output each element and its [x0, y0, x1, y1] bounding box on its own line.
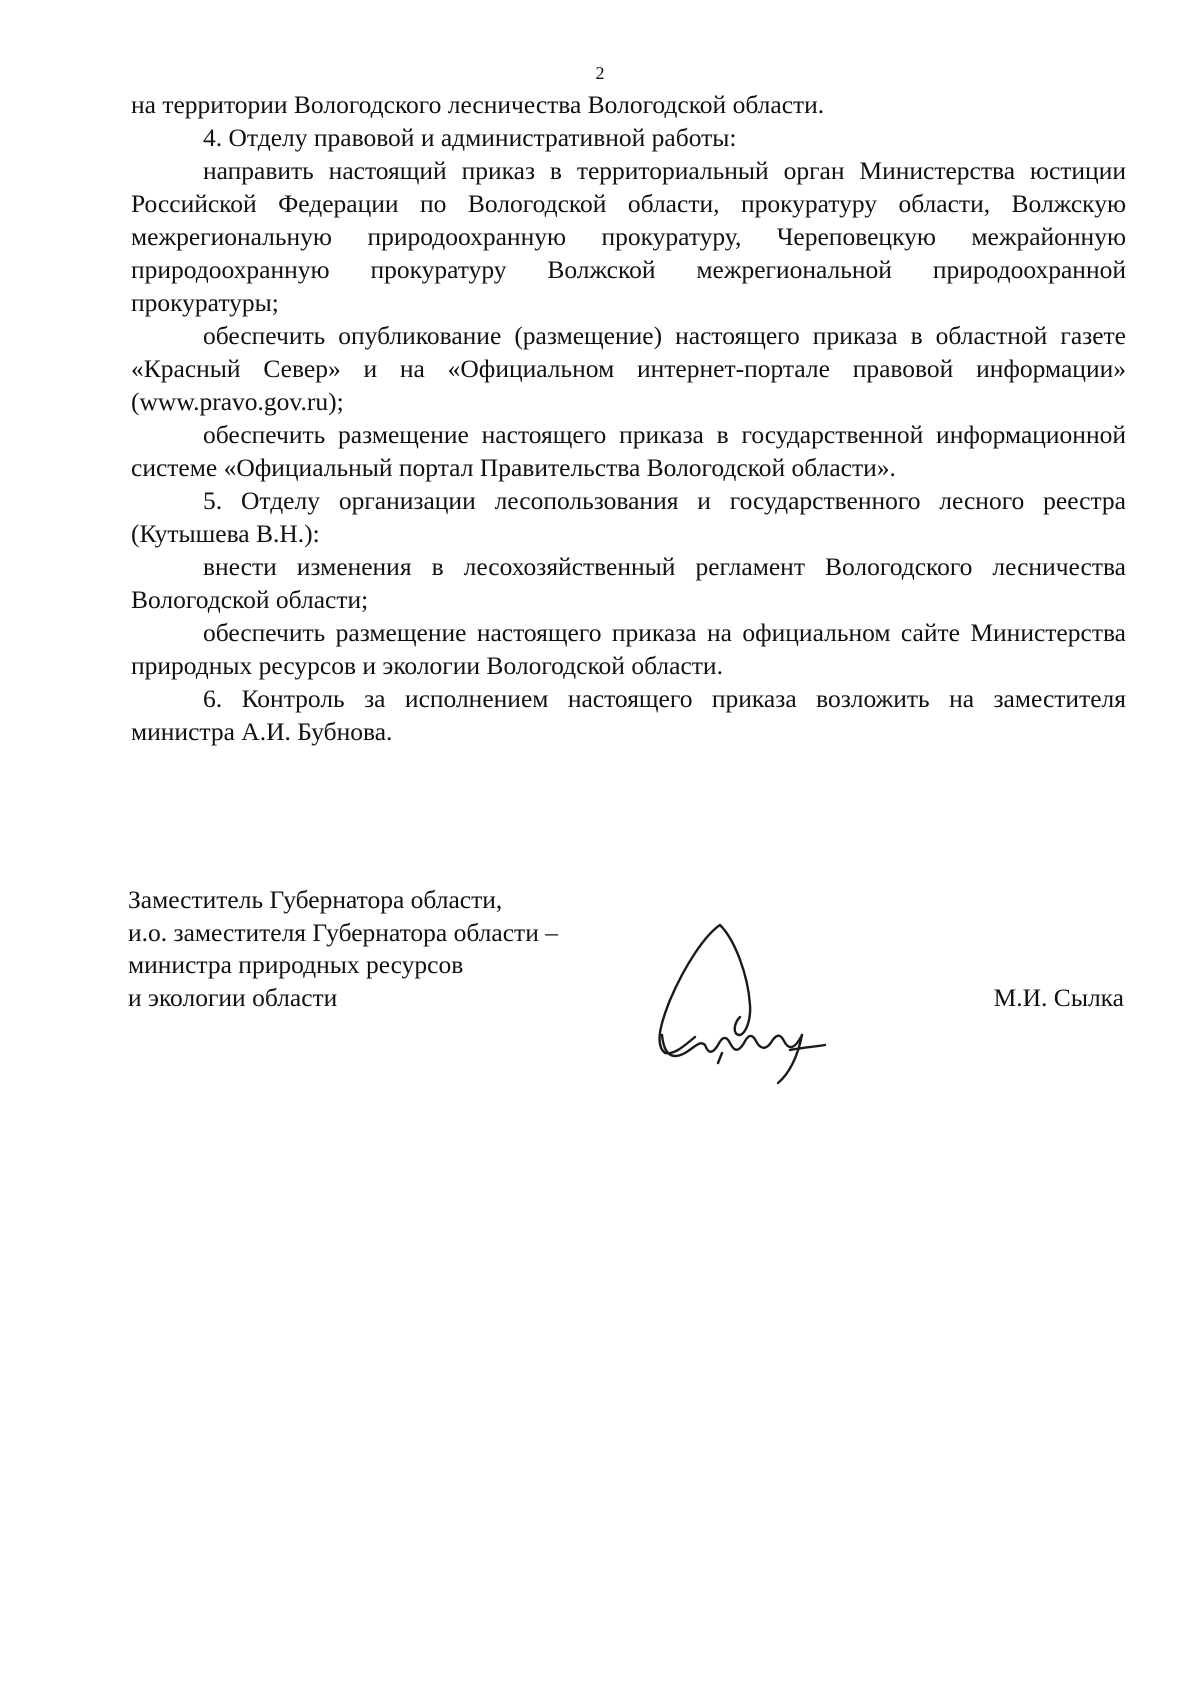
paragraph-item-6: 6. Контроль за исполнением настоящего приказа возложить на заместителя министра А.И. Бубнова.: [131, 684, 1126, 746]
signatory-title-line: Заместитель Губернатора области,: [128, 885, 503, 914]
page-number: 2: [595, 63, 605, 83]
paragraph: на территории Вологодского лесничества Вологодской области.: [131, 90, 825, 119]
paragraph: внести изменения в лесохозяйственный регламент Вологодского лесничества Вологодской области;: [131, 552, 1126, 614]
paragraph-item-5: 5. Отделу организации лесопользования и государственного лесного реестра (Кутышева В.Н.):: [131, 486, 1126, 548]
paragraph: обеспечить размещение настоящего приказа на официальном сайте Министерства природных ресурсов и экологии Вологодской области.: [131, 618, 1126, 680]
paragraph: направить настоящий приказ в территориальный орган Министерства юстиции Российской Федерации по Вологодской области, прокуратуру области, Волжскую межрегиональную природоохранную прокуратуру, Череповецкую межрайонную природоохранную прокуратуру Волжской межрегиональной природоохранной прокуратуры;: [131, 156, 1126, 317]
handwritten-signature-icon: [650, 905, 870, 1090]
signatory-title-line: и.о. заместителя Губернатора области –: [128, 917, 558, 947]
signatory-title-line: министра природных ресурсов: [128, 950, 464, 979]
document-body: [131, 88, 1126, 748]
signatory-name: М.И. Сылка: [993, 983, 1124, 1012]
paragraph: обеспечить опубликование (размещение) настоящего приказа в областной газете «Красный Север» и на «Официальном интернет-портале правовой информации» (www.pravo.gov.ru);: [131, 321, 1126, 416]
paragraph: обеспечить размещение настоящего приказа в государственной информационной системе «Официальный портал Правительства Вологодской области».: [131, 420, 1126, 482]
paragraph-item-4: 4. Отделу правовой и административной работы:: [203, 123, 737, 152]
signatory-title-line: и экологии области: [128, 982, 338, 1012]
signatory-title: [128, 884, 558, 1014]
